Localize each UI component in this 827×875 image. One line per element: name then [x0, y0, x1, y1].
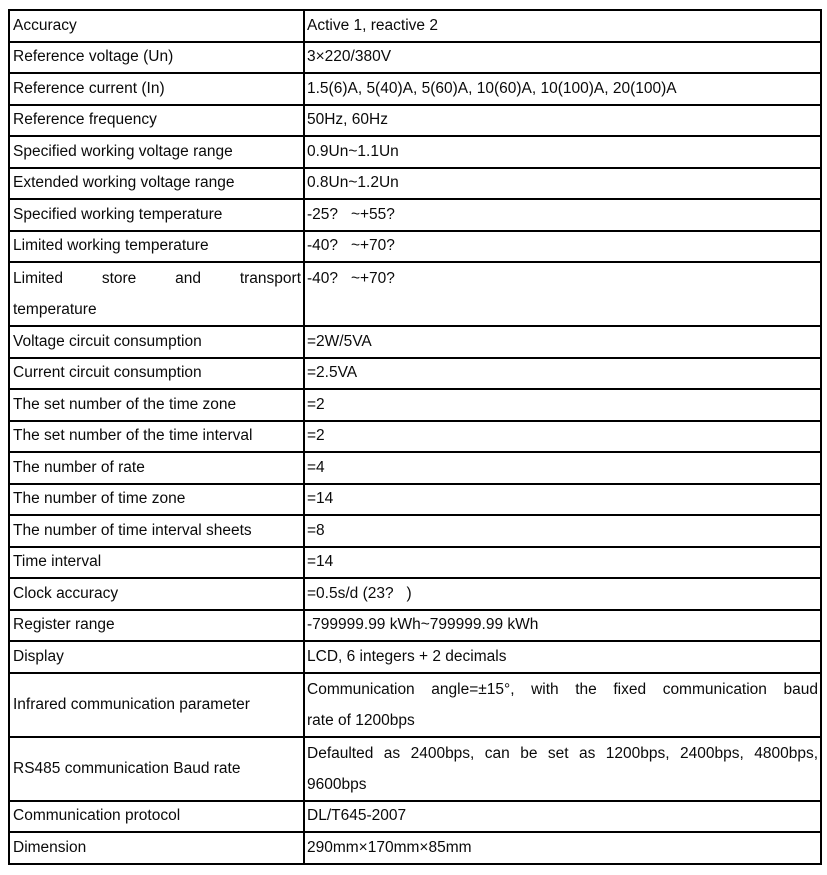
spec-value-specified-voltage-range: 0.9Un~1.1Un [304, 136, 821, 168]
spec-label-set-number-time-interval: The set number of the time interval [9, 421, 304, 453]
spec-label-accuracy: Accuracy [9, 10, 304, 42]
table-row [9, 737, 821, 801]
spec-label-reference-voltage: Reference voltage (Un) [9, 42, 304, 74]
spec-label-communication-protocol: Communication protocol [9, 801, 304, 833]
table-row [9, 10, 821, 42]
spec-value-number-of-rate: =4 [304, 452, 821, 484]
spec-label-infrared-communication: Infrared communication parameter [9, 673, 304, 737]
table-row [9, 136, 821, 168]
table-row [9, 262, 821, 326]
table-row [9, 421, 821, 453]
spec-value-number-of-time-zone: =14 [304, 484, 821, 516]
table-row [9, 578, 821, 610]
table-row [9, 389, 821, 421]
spec-value-extended-voltage-range: 0.8Un~1.2Un [304, 168, 821, 200]
table-row [9, 73, 821, 105]
spec-label-rs485-baud-rate: RS485 communication Baud rate [9, 737, 304, 801]
spec-label-limited-store-transport-temperature: Limited store and transport temperature [9, 262, 304, 326]
spec-label-specified-voltage-range: Specified working voltage range [9, 136, 304, 168]
spec-value-number-of-time-interval-sheets: =8 [304, 515, 821, 547]
table-row [9, 547, 821, 579]
spec-label-set-number-time-zone: The set number of the time zone [9, 389, 304, 421]
spec-value-display: LCD, 6 integers + 2 decimals [304, 641, 821, 673]
spec-value-time-interval: =14 [304, 547, 821, 579]
table-row [9, 42, 821, 74]
spec-label-display: Display [9, 641, 304, 673]
spec-label-limited-working-temperature: Limited working temperature [9, 231, 304, 263]
table-row [9, 832, 821, 864]
table-row [9, 168, 821, 200]
spec-value-reference-voltage: 3×220/380V [304, 42, 821, 74]
spec-value-communication-protocol: DL/T645-2007 [304, 801, 821, 833]
spec-value-reference-frequency: 50Hz, 60Hz [304, 105, 821, 137]
spec-value-infrared-communication: Communication angle=±15°, with the fixed communication baud rate of 1200bps [304, 673, 821, 737]
spec-value-dimension: 290mm×170mm×85mm [304, 832, 821, 864]
table-row [9, 199, 821, 231]
spec-value-limited-working-temperature: -40? ~+70? [304, 231, 821, 263]
spec-value-clock-accuracy: =0.5s/d (23? ) [304, 578, 821, 610]
spec-value-current-circuit-consumption: =2.5VA [304, 358, 821, 390]
spec-label-specified-working-temperature: Specified working temperature [9, 199, 304, 231]
spec-label-number-of-rate: The number of rate [9, 452, 304, 484]
table-row [9, 610, 821, 642]
spec-table [8, 9, 822, 865]
table-row [9, 641, 821, 673]
spec-value-limited-store-transport-temperature: -40? ~+70? [304, 262, 821, 326]
table-row [9, 673, 821, 737]
spec-label-register-range: Register range [9, 610, 304, 642]
spec-label-reference-frequency: Reference frequency [9, 105, 304, 137]
spec-label-time-interval: Time interval [9, 547, 304, 579]
spec-value-rs485-baud-rate: Defaulted as 2400bps, can be set as 1200bps, 2400bps, 4800bps, 9600bps [304, 737, 821, 801]
table-row [9, 358, 821, 390]
table-row [9, 452, 821, 484]
table-row [9, 231, 821, 263]
spec-label-clock-accuracy: Clock accuracy [9, 578, 304, 610]
spec-value-reference-current: 1.5(6)A, 5(40)A, 5(60)A, 10(60)A, 10(100)A, 20(100)A [304, 73, 821, 105]
spec-value-specified-working-temperature: -25? ~+55? [304, 199, 821, 231]
spec-label-number-of-time-interval-sheets: The number of time interval sheets [9, 515, 304, 547]
spec-label-dimension: Dimension [9, 832, 304, 864]
spec-label-current-circuit-consumption: Current circuit consumption [9, 358, 304, 390]
spec-value-voltage-circuit-consumption: =2W/5VA [304, 326, 821, 358]
table-row [9, 515, 821, 547]
spec-value-register-range: -799999.99 kWh~799999.99 kWh [304, 610, 821, 642]
spec-label-voltage-circuit-consumption: Voltage circuit consumption [9, 326, 304, 358]
table-row [9, 326, 821, 358]
spec-label-extended-voltage-range: Extended working voltage range [9, 168, 304, 200]
table-row [9, 484, 821, 516]
spec-value-set-number-time-interval: =2 [304, 421, 821, 453]
table-row [9, 105, 821, 137]
spec-label-number-of-time-zone: The number of time zone [9, 484, 304, 516]
spec-label-reference-current: Reference current (In) [9, 73, 304, 105]
spec-value-set-number-time-zone: =2 [304, 389, 821, 421]
spec-value-accuracy: Active 1, reactive 2 [304, 10, 821, 42]
table-row [9, 801, 821, 833]
